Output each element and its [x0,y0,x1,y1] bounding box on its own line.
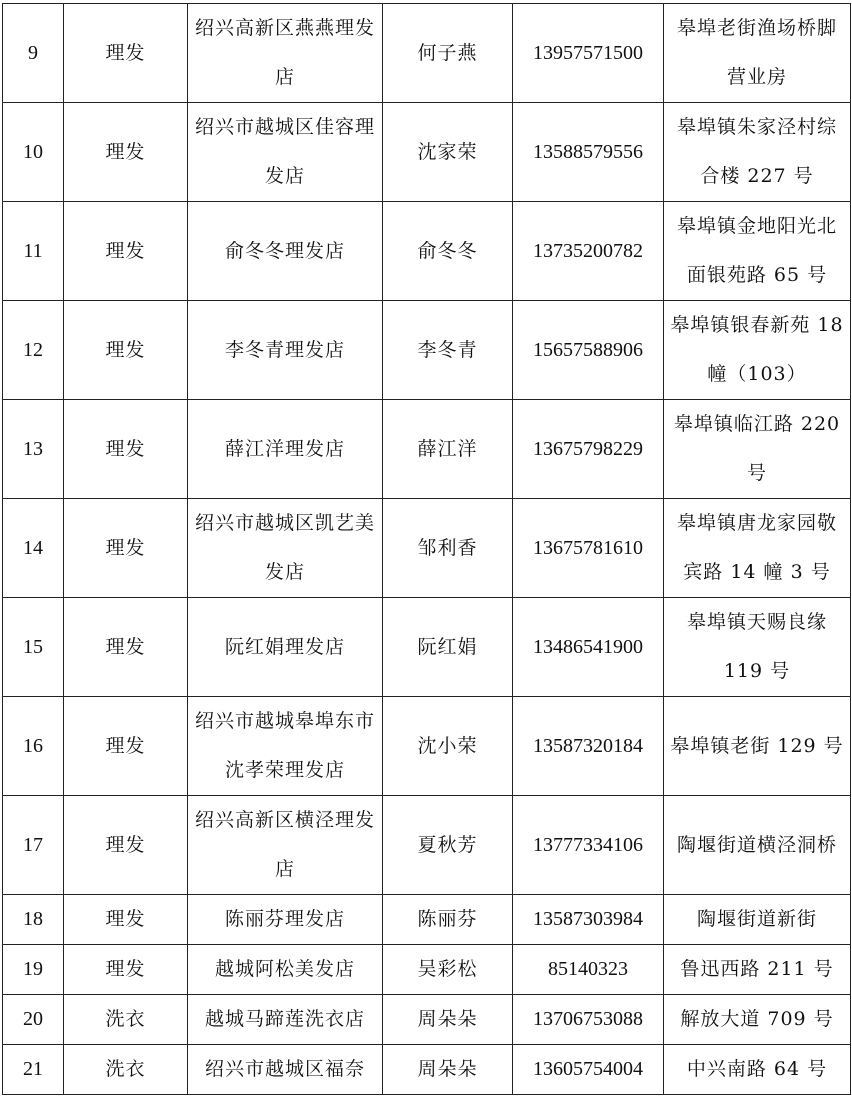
shop-name: 绍兴高新区燕燕理发店 [188,4,383,103]
service-type: 理发 [64,499,188,598]
service-type: 理发 [64,103,188,202]
phone-number: 13735200782 [513,202,664,301]
service-type: 理发 [64,202,188,301]
phone-number: 13605754004 [513,1045,664,1095]
shop-name: 阮红娟理发店 [188,598,383,697]
contact-person: 何子燕 [383,4,513,103]
service-type: 理发 [64,400,188,499]
address: 皋埠镇金地阳光北面银苑路 65 号 [664,202,851,301]
shop-name: 越城马蹄莲洗衣店 [188,995,383,1045]
row-number: 17 [3,796,64,895]
address: 中兴南路 64 号 [664,1045,851,1095]
phone-number: 13587303984 [513,895,664,945]
phone-number: 13706753088 [513,995,664,1045]
phone-number: 15657588906 [513,301,664,400]
table-row [3,4,851,103]
row-number: 10 [3,103,64,202]
contact-person: 阮红娟 [383,598,513,697]
table-row [3,301,851,400]
row-number: 15 [3,598,64,697]
address: 鲁迅西路 211 号 [664,945,851,995]
shop-name: 绍兴高新区横泾理发店 [188,796,383,895]
shop-name: 越城阿松美发店 [188,945,383,995]
service-type: 理发 [64,945,188,995]
address: 陶堰街道横泾洞桥 [664,796,851,895]
table-row [3,499,851,598]
shop-name: 绍兴市越城区福奈 [188,1045,383,1095]
contact-person: 沈家荣 [383,103,513,202]
row-number: 20 [3,995,64,1045]
table-row [3,400,851,499]
row-number: 19 [3,945,64,995]
table-row [3,945,851,995]
contact-person: 吴彩松 [383,945,513,995]
contact-person: 周朵朵 [383,995,513,1045]
contact-person: 陈丽芬 [383,895,513,945]
row-number: 21 [3,1045,64,1095]
phone-number: 13588579556 [513,103,664,202]
table-row [3,796,851,895]
address: 皋埠镇老街 129 号 [664,697,851,796]
row-number: 14 [3,499,64,598]
address: 皋埠镇唐龙家园敬宾路 14 幢 3 号 [664,499,851,598]
row-number: 18 [3,895,64,945]
contact-person: 薛江洋 [383,400,513,499]
contact-person: 周朵朵 [383,1045,513,1095]
contact-person: 李冬青 [383,301,513,400]
table-row [3,995,851,1045]
row-number: 16 [3,697,64,796]
shop-name: 陈丽芬理发店 [188,895,383,945]
phone-number: 85140323 [513,945,664,995]
phone-number: 13486541900 [513,598,664,697]
address: 陶堰街道新街 [664,895,851,945]
shop-name: 绍兴市越城区凯艺美发店 [188,499,383,598]
address: 皋埠镇银春新苑 18 幢（103） [664,301,851,400]
address: 解放大道 709 号 [664,995,851,1045]
row-number: 11 [3,202,64,301]
service-type: 理发 [64,598,188,697]
table-row [3,598,851,697]
table-body [3,4,851,1095]
service-type: 理发 [64,796,188,895]
service-type: 理发 [64,4,188,103]
address: 皋埠镇朱家泾村综合楼 227 号 [664,103,851,202]
shop-name: 绍兴市越城区佳容理发店 [188,103,383,202]
contact-person: 沈小荣 [383,697,513,796]
shop-name: 李冬青理发店 [188,301,383,400]
address: 皋埠老街渔场桥脚营业房 [664,4,851,103]
address: 皋埠镇天赐良缘 119 号 [664,598,851,697]
phone-number: 13777334106 [513,796,664,895]
row-number: 12 [3,301,64,400]
shop-name: 绍兴市越城皋埠东市沈孝荣理发店 [188,697,383,796]
table-row [3,895,851,945]
contact-person: 夏秋芳 [383,796,513,895]
service-type: 理发 [64,301,188,400]
phone-number: 13957571500 [513,4,664,103]
row-number: 13 [3,400,64,499]
table-row [3,103,851,202]
table-row [3,202,851,301]
table-row [3,697,851,796]
contact-person: 俞冬冬 [383,202,513,301]
service-type: 理发 [64,697,188,796]
contact-person: 邹利香 [383,499,513,598]
phone-number: 13675781610 [513,499,664,598]
service-type: 洗衣 [64,1045,188,1095]
phone-number: 13675798229 [513,400,664,499]
row-number: 9 [3,4,64,103]
phone-number: 13587320184 [513,697,664,796]
shop-name: 俞冬冬理发店 [188,202,383,301]
business-table [2,3,851,1095]
service-type: 理发 [64,895,188,945]
shop-name: 薛江洋理发店 [188,400,383,499]
service-type: 洗衣 [64,995,188,1045]
table-row [3,1045,851,1095]
address: 皋埠镇临江路 220 号 [664,400,851,499]
